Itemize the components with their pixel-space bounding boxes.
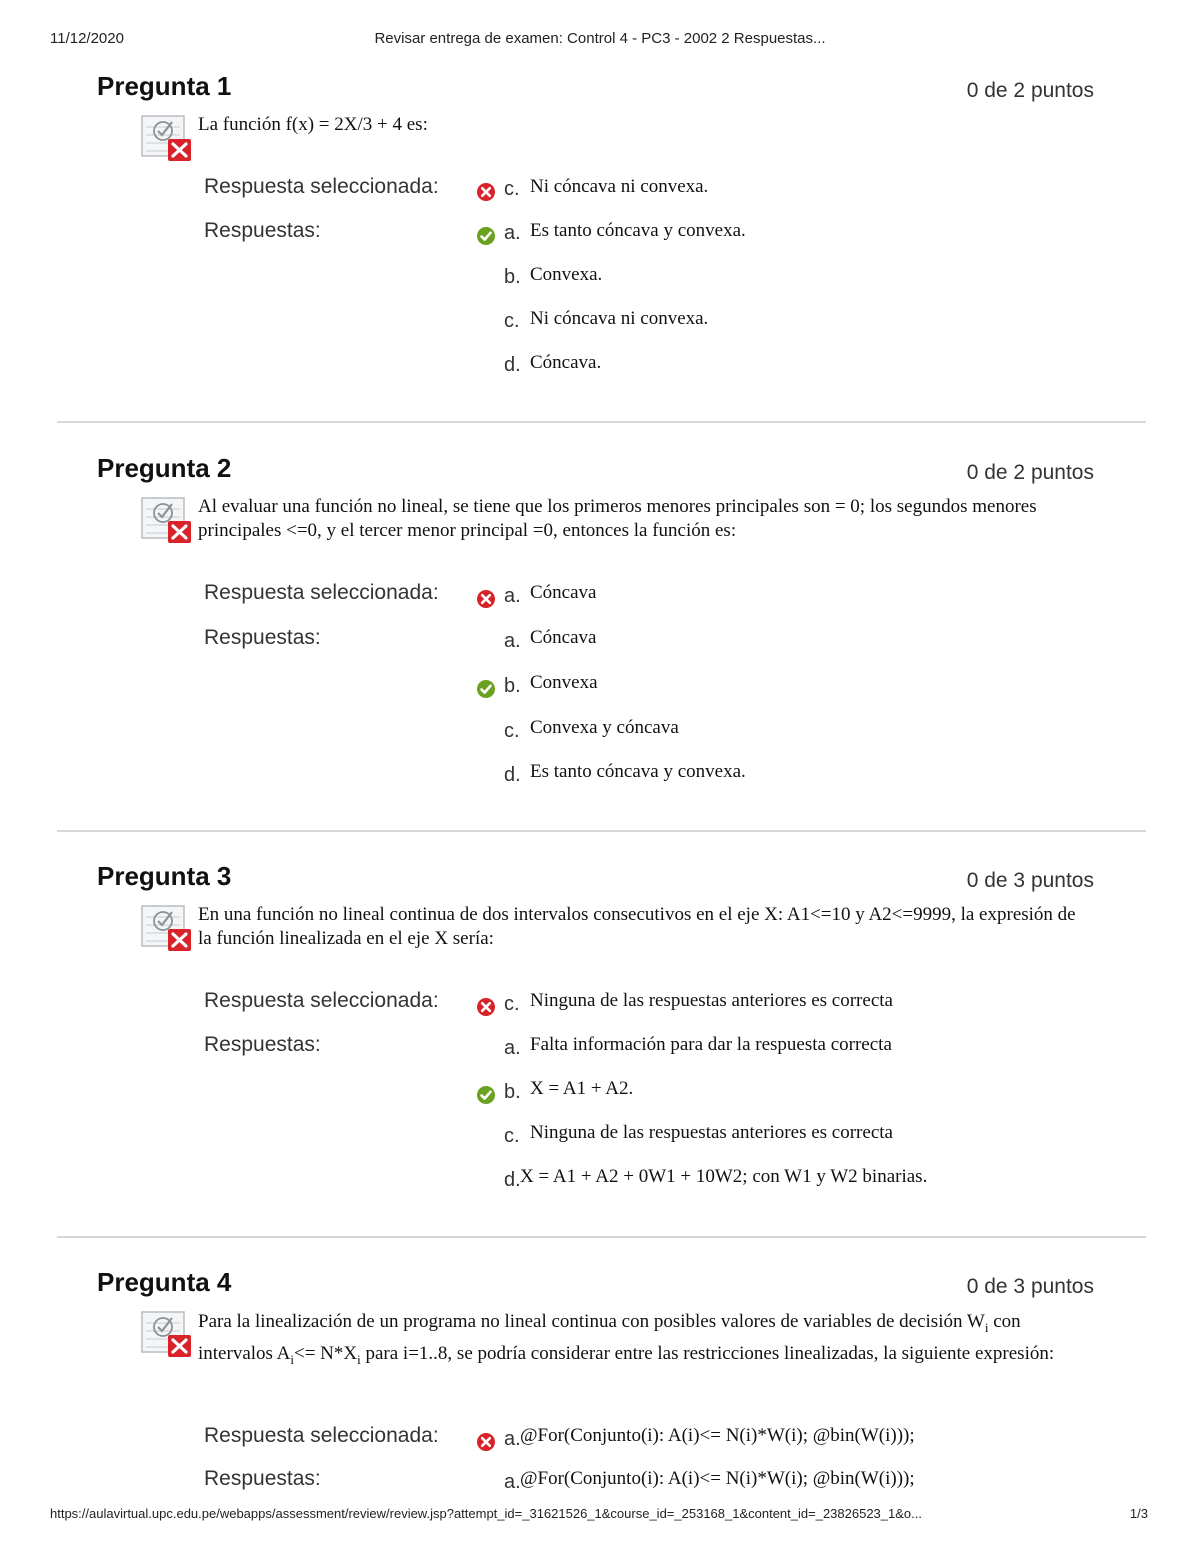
- page-number: 1/3: [1129, 1506, 1148, 1521]
- question-1: [0, 71, 1200, 451]
- question-3: [0, 861, 1200, 1241]
- option-letter: a.: [504, 222, 521, 244]
- question-4: [0, 1267, 1200, 1497]
- option-letter: a.: [504, 1471, 521, 1493]
- question-text: Para la linealización de un programa no lineal continua con posibles valores de variables de decisión $W_i$ con intervalos $A_i<= N*X_i$ para i=1..8, se podría considerar entre las restricciones linealizadas, la siguiente expresión:: [198, 1311, 1055, 1367]
- answer-option: Es tanto cóncava y convexa.: [530, 220, 746, 241]
- answer-option: Convexa.: [530, 264, 603, 285]
- option-letter: d.: [504, 1169, 521, 1191]
- answers-label: Respuestas:: [204, 1467, 321, 1490]
- incorrect-question-icon: [141, 903, 193, 953]
- option-letter: b.: [504, 675, 521, 697]
- answer-option: Convexa: [530, 672, 598, 693]
- answer-option: Cóncava: [530, 627, 597, 648]
- correct-mark-icon: [476, 679, 496, 699]
- correct-mark-icon: [476, 226, 496, 246]
- divider: [57, 830, 1146, 832]
- question-title: Pregunta 3: [97, 861, 232, 891]
- question-text: En una función no lineal continua de dos intervalos consecutivos en el eje X: A1<=10 y A2<=9999, la expresión de la función linealizada en el eje X sería:: [198, 904, 1076, 949]
- question-score: 0 de 2 puntos: [966, 461, 1094, 484]
- divider: [57, 421, 1146, 423]
- selected-answer-text: Ni cóncava ni convexa.: [530, 176, 709, 197]
- option-letter: c.: [504, 720, 520, 742]
- print-date: 11/12/2020: [50, 30, 124, 47]
- question-title: Pregunta 2: [97, 453, 232, 483]
- divider: [57, 1236, 1146, 1238]
- question-title: Pregunta 4: [97, 1267, 232, 1297]
- option-letter: b.: [504, 1081, 521, 1103]
- option-letter: a.: [504, 630, 521, 652]
- incorrect-question-icon: [141, 1309, 193, 1359]
- selected-answer-label: Respuesta seleccionada:: [204, 581, 439, 604]
- incorrect-question-icon: [141, 113, 193, 163]
- selected-answer-label: Respuesta seleccionada:: [204, 175, 439, 198]
- option-letter: c.: [504, 993, 520, 1015]
- question-title: Pregunta 1: [97, 71, 232, 101]
- answer-option: X = A1 + A2 + 0W1 + 10W2; con W1 y W2 binarias.: [520, 1166, 928, 1187]
- option-letter: a.: [504, 1428, 521, 1450]
- option-letter: a.: [504, 585, 521, 607]
- selected-answer-label: Respuesta seleccionada:: [204, 989, 439, 1012]
- incorrect-mark-icon: [476, 589, 496, 609]
- question-score: 0 de 3 puntos: [966, 1275, 1094, 1298]
- answer-option: X = A1 + A2.: [530, 1078, 634, 1099]
- question-text: La función f(x) = 2X/3 + 4 es:: [198, 114, 428, 135]
- answers-label: Respuestas:: [204, 219, 321, 242]
- option-letter: c.: [504, 310, 520, 332]
- incorrect-mark-icon: [476, 182, 496, 202]
- print-url: https://aulavirtual.upc.edu.pe/webapps/assessment/review/review.jsp?attempt_id=_31621526_1&course_id=_253168_1&content_id=_23826523_1&o...: [50, 1506, 922, 1521]
- option-letter: a.: [504, 1037, 521, 1059]
- option-letter: d.: [504, 764, 521, 786]
- option-letter: c.: [504, 178, 520, 200]
- selected-answer-text: @For(Conjunto(i): A(i)<= N(i)*W(i); @bin(W(i)));: [520, 1425, 915, 1446]
- question-score: 0 de 2 puntos: [966, 79, 1094, 102]
- answers-label: Respuestas:: [204, 1033, 321, 1056]
- question-score: 0 de 3 puntos: [966, 869, 1094, 892]
- answers-label: Respuestas:: [204, 626, 321, 649]
- correct-mark-icon: [476, 1085, 496, 1105]
- answer-option: Es tanto cóncava y convexa.: [530, 761, 746, 782]
- option-letter: b.: [504, 266, 521, 288]
- selected-answer-text: Ninguna de las respuestas anteriores es correcta: [530, 990, 893, 1011]
- option-letter: c.: [504, 1125, 520, 1147]
- answer-option: Ninguna de las respuestas anteriores es correcta: [530, 1122, 893, 1143]
- question-2: [0, 453, 1200, 833]
- incorrect-question-icon: [141, 495, 193, 545]
- answer-option: Convexa y cóncava: [530, 717, 679, 738]
- selected-answer-label: Respuesta seleccionada:: [204, 1424, 439, 1447]
- option-letter: d.: [504, 354, 521, 376]
- answer-option: Ni cóncava ni convexa.: [530, 308, 709, 329]
- incorrect-mark-icon: [476, 1432, 496, 1452]
- question-text: Al evaluar una función no lineal, se tiene que los primeros menores principales son = 0; los segundos menores principales <=0, y el tercer menor principal =0, entonces la función es:: [198, 496, 1037, 541]
- selected-answer-text: Cóncava: [530, 582, 597, 603]
- answer-option: Cóncava.: [530, 352, 602, 373]
- answer-option: Falta información para dar la respuesta correcta: [530, 1034, 892, 1055]
- answer-option: @For(Conjunto(i): A(i)<= N(i)*W(i); @bin(W(i)));: [520, 1468, 915, 1489]
- incorrect-mark-icon: [476, 997, 496, 1017]
- print-title: Revisar entrega de examen: Control 4 - PC3 - 2002 2 Respuestas...: [374, 30, 826, 47]
